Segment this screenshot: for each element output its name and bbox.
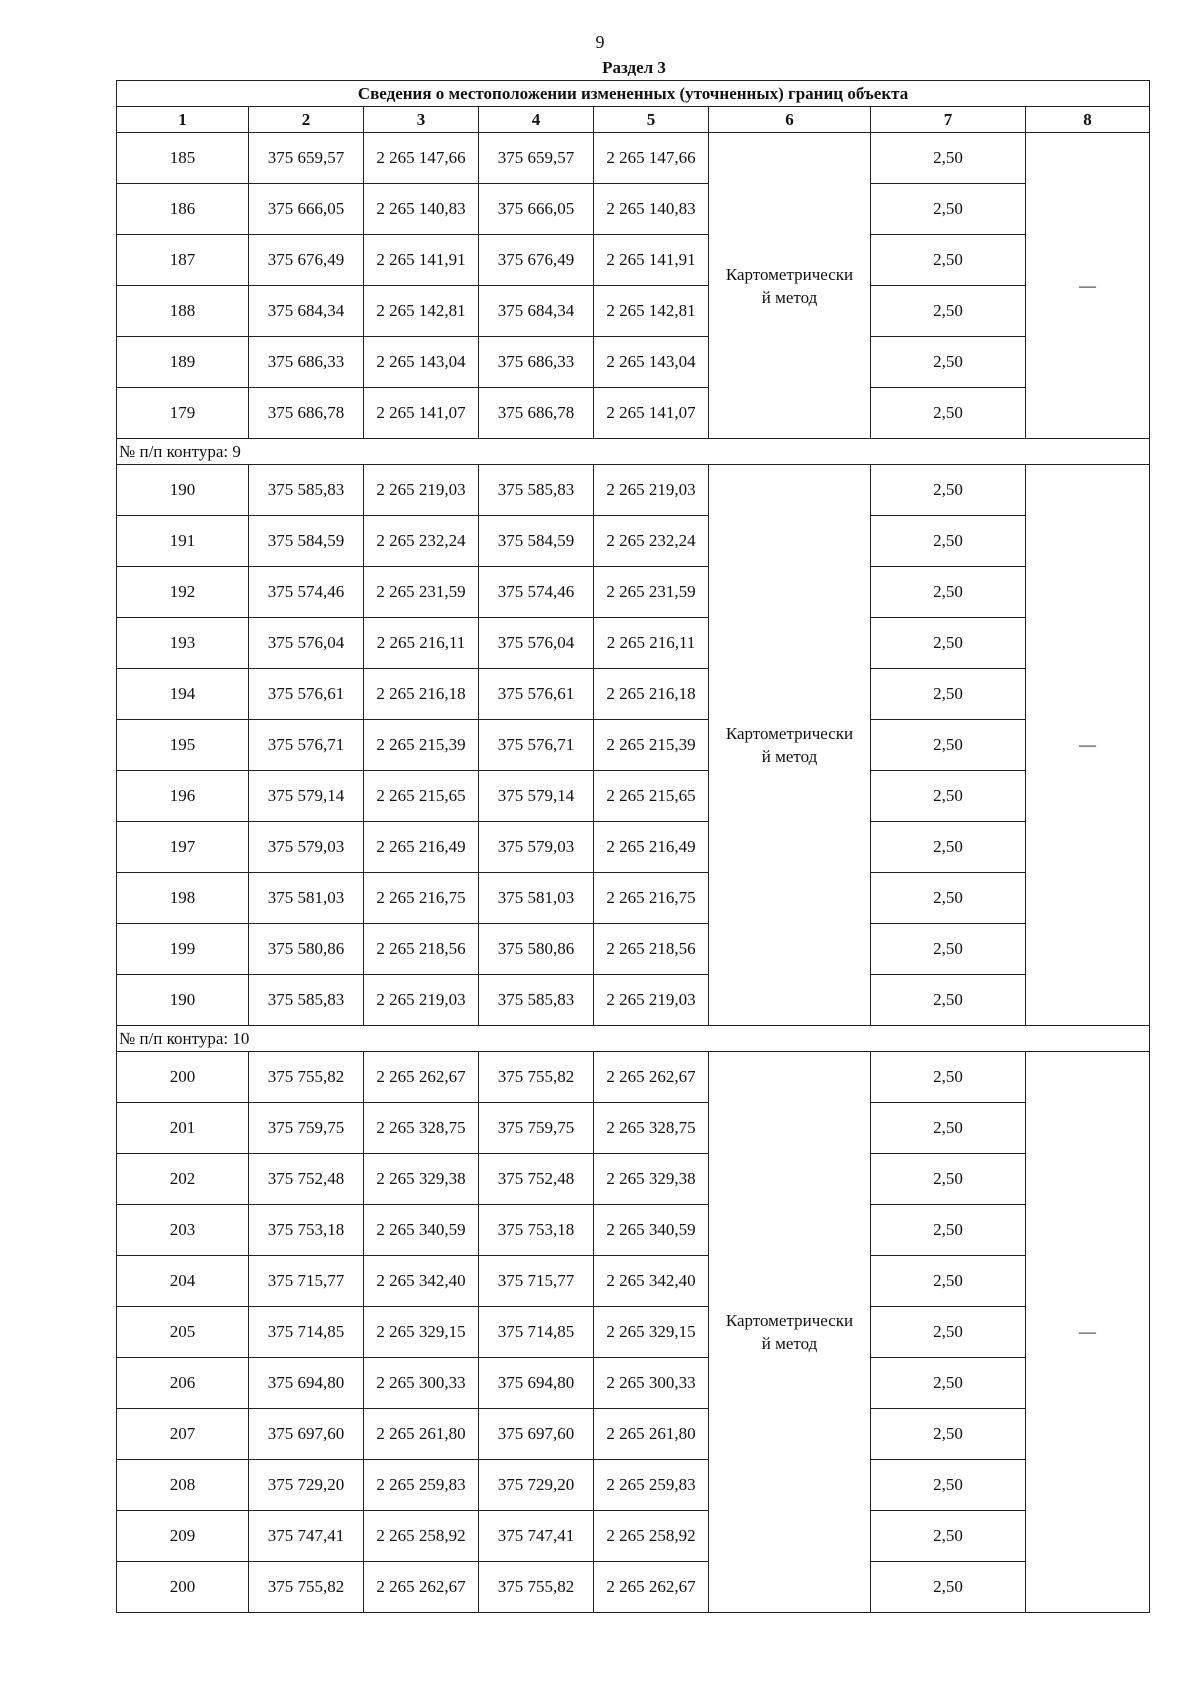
existing-x-cell: 375 755,82 <box>249 1562 364 1613</box>
existing-x-cell: 375 686,33 <box>249 337 364 388</box>
point-number-cell: 193 <box>117 618 249 669</box>
refined-x-cell: 375 715,77 <box>479 1256 594 1307</box>
refined-x-cell: 375 585,83 <box>479 465 594 516</box>
column-8-cell: — <box>1026 1052 1150 1613</box>
refined-x-cell: 375 747,41 <box>479 1511 594 1562</box>
accuracy-cell: 2,50 <box>871 720 1026 771</box>
existing-x-cell: 375 715,77 <box>249 1256 364 1307</box>
refined-x-cell: 375 759,75 <box>479 1103 594 1154</box>
refined-y-cell: 2 265 342,40 <box>594 1256 709 1307</box>
refined-x-cell: 375 714,85 <box>479 1307 594 1358</box>
refined-x-cell: 375 585,83 <box>479 975 594 1026</box>
table-row <box>117 465 1150 516</box>
existing-x-cell: 375 684,34 <box>249 286 364 337</box>
refined-y-cell: 2 265 232,24 <box>594 516 709 567</box>
existing-y-cell: 2 265 218,56 <box>364 924 479 975</box>
table-row <box>117 286 1150 337</box>
existing-x-cell: 375 676,49 <box>249 235 364 286</box>
refined-y-cell: 2 265 219,03 <box>594 975 709 1026</box>
contour-label-row <box>117 1026 1150 1052</box>
column-number: 2 <box>249 107 364 133</box>
column-number: 8 <box>1026 107 1150 133</box>
point-number-cell: 191 <box>117 516 249 567</box>
existing-x-cell: 375 579,03 <box>249 822 364 873</box>
refined-y-cell: 2 265 219,03 <box>594 465 709 516</box>
refined-x-cell: 375 584,59 <box>479 516 594 567</box>
table-row <box>117 1460 1150 1511</box>
refined-y-cell: 2 265 215,39 <box>594 720 709 771</box>
existing-y-cell: 2 265 216,75 <box>364 873 479 924</box>
method-text-line1: Картометрически <box>725 264 854 284</box>
method-text-line1: Картометрически <box>725 724 854 743</box>
existing-x-cell: 375 759,75 <box>249 1103 364 1154</box>
table-row <box>117 975 1150 1026</box>
existing-y-cell: 2 265 261,80 <box>364 1409 479 1460</box>
existing-y-cell: 2 265 140,83 <box>364 184 479 235</box>
column-8-cell: — <box>1026 465 1150 1026</box>
accuracy-cell: 2,50 <box>871 771 1026 822</box>
refined-x-cell: 375 753,18 <box>479 1205 594 1256</box>
section-title: Раздел 3 <box>602 58 666 77</box>
point-number-cell: 186 <box>117 184 249 235</box>
existing-x-cell: 375 697,60 <box>249 1409 364 1460</box>
table-title: Сведения о местоположении измененных (уточненных) границ объекта <box>117 81 1150 107</box>
table-row <box>117 1307 1150 1358</box>
table-title-row <box>117 81 1150 107</box>
refined-x-cell: 375 697,60 <box>479 1409 594 1460</box>
accuracy-cell: 2,50 <box>871 1154 1026 1205</box>
refined-y-cell: 2 265 216,11 <box>594 618 709 669</box>
column-number: 4 <box>479 107 594 133</box>
accuracy-cell: 2,50 <box>871 1562 1026 1613</box>
existing-x-cell: 375 753,18 <box>249 1205 364 1256</box>
refined-x-cell: 375 576,61 <box>479 669 594 720</box>
accuracy-cell: 2,50 <box>871 873 1026 924</box>
accuracy-cell: 2,50 <box>871 1205 1026 1256</box>
existing-y-cell: 2 265 216,18 <box>364 669 479 720</box>
existing-x-cell: 375 694,80 <box>249 1358 364 1409</box>
existing-x-cell: 375 579,14 <box>249 771 364 822</box>
page-number: 9 <box>595 32 605 52</box>
refined-y-cell: 2 265 262,67 <box>594 1562 709 1613</box>
table-row <box>117 924 1150 975</box>
existing-y-cell: 2 265 216,11 <box>364 618 479 669</box>
refined-y-cell: 2 265 262,67 <box>594 1052 709 1103</box>
refined-x-cell: 375 666,05 <box>479 184 594 235</box>
table-row <box>117 567 1150 618</box>
method-text-line2: й метод <box>761 747 818 766</box>
table-row <box>117 1562 1150 1613</box>
refined-x-cell: 375 579,14 <box>479 771 594 822</box>
accuracy-cell: 2,50 <box>871 184 1026 235</box>
table-row <box>117 1103 1150 1154</box>
existing-y-cell: 2 265 232,24 <box>364 516 479 567</box>
point-number-cell: 195 <box>117 720 249 771</box>
accuracy-cell: 2,50 <box>871 1052 1026 1103</box>
refined-x-cell: 375 694,80 <box>479 1358 594 1409</box>
column-number: 5 <box>594 107 709 133</box>
accuracy-cell: 2,50 <box>871 618 1026 669</box>
refined-y-cell: 2 265 329,38 <box>594 1154 709 1205</box>
refined-x-cell: 375 676,49 <box>479 235 594 286</box>
point-number-cell: 192 <box>117 567 249 618</box>
point-number-cell: 197 <box>117 822 249 873</box>
table-row <box>117 618 1150 669</box>
point-number-cell: 199 <box>117 924 249 975</box>
refined-x-cell: 375 580,86 <box>479 924 594 975</box>
accuracy-cell: 2,50 <box>871 235 1026 286</box>
existing-y-cell: 2 265 142,81 <box>364 286 479 337</box>
existing-x-cell: 375 666,05 <box>249 184 364 235</box>
point-number-cell: 187 <box>117 235 249 286</box>
point-number-cell: 200 <box>117 1562 249 1613</box>
table-row <box>117 1052 1150 1103</box>
refined-y-cell: 2 265 231,59 <box>594 567 709 618</box>
accuracy-cell: 2,50 <box>871 669 1026 720</box>
point-number-cell: 194 <box>117 669 249 720</box>
point-number-cell: 190 <box>117 465 249 516</box>
refined-y-cell: 2 265 259,83 <box>594 1460 709 1511</box>
existing-y-cell: 2 265 328,75 <box>364 1103 479 1154</box>
refined-x-cell: 375 755,82 <box>479 1562 594 1613</box>
table-row <box>117 1205 1150 1256</box>
existing-x-cell: 375 714,85 <box>249 1307 364 1358</box>
refined-y-cell: 2 265 261,80 <box>594 1409 709 1460</box>
existing-x-cell: 375 585,83 <box>249 465 364 516</box>
existing-x-cell: 375 576,71 <box>249 720 364 771</box>
accuracy-cell: 2,50 <box>871 516 1026 567</box>
refined-y-cell: 2 265 141,07 <box>594 388 709 439</box>
table-row <box>117 771 1150 822</box>
accuracy-cell: 2,50 <box>871 286 1026 337</box>
table-row <box>117 133 1150 184</box>
table-row <box>117 1358 1150 1409</box>
point-number-cell: 201 <box>117 1103 249 1154</box>
refined-y-cell: 2 265 147,66 <box>594 133 709 184</box>
existing-y-cell: 2 265 262,67 <box>364 1562 479 1613</box>
refined-y-cell: 2 265 216,75 <box>594 873 709 924</box>
refined-x-cell: 375 581,03 <box>479 873 594 924</box>
existing-x-cell: 375 752,48 <box>249 1154 364 1205</box>
existing-x-cell: 375 574,46 <box>249 567 364 618</box>
column-number: 7 <box>871 107 1026 133</box>
existing-y-cell: 2 265 329,38 <box>364 1154 479 1205</box>
column-8-cell: — <box>1026 133 1150 439</box>
refined-x-cell: 375 576,71 <box>479 720 594 771</box>
existing-y-cell: 2 265 141,07 <box>364 388 479 439</box>
table-row <box>117 720 1150 771</box>
point-number-cell: 209 <box>117 1511 249 1562</box>
refined-y-cell: 2 265 216,49 <box>594 822 709 873</box>
table-row <box>117 873 1150 924</box>
existing-y-cell: 2 265 258,92 <box>364 1511 479 1562</box>
table-row <box>117 1256 1150 1307</box>
table-row <box>117 1511 1150 1562</box>
point-number-cell: 188 <box>117 286 249 337</box>
contour-label: № п/п контура: 9 <box>117 439 1150 465</box>
existing-y-cell: 2 265 231,59 <box>364 567 479 618</box>
refined-y-cell: 2 265 328,75 <box>594 1103 709 1154</box>
refined-y-cell: 2 265 143,04 <box>594 337 709 388</box>
method-text-line1: Картометрически <box>725 1311 854 1330</box>
table-row <box>117 516 1150 567</box>
accuracy-cell: 2,50 <box>871 1256 1026 1307</box>
table-row <box>117 337 1150 388</box>
existing-y-cell: 2 265 219,03 <box>364 465 479 516</box>
method-cell <box>709 133 871 439</box>
accuracy-cell: 2,50 <box>871 1358 1026 1409</box>
table-row <box>117 822 1150 873</box>
contour-label: № п/п контура: 10 <box>117 1026 1150 1052</box>
accuracy-cell: 2,50 <box>871 1511 1026 1562</box>
refined-x-cell: 375 729,20 <box>479 1460 594 1511</box>
accuracy-cell: 2,50 <box>871 567 1026 618</box>
existing-y-cell: 2 265 215,39 <box>364 720 479 771</box>
refined-x-cell: 375 755,82 <box>479 1052 594 1103</box>
refined-x-cell: 375 574,46 <box>479 567 594 618</box>
accuracy-cell: 2,50 <box>871 975 1026 1026</box>
refined-x-cell: 375 686,78 <box>479 388 594 439</box>
existing-y-cell: 2 265 215,65 <box>364 771 479 822</box>
point-number-cell: 190 <box>117 975 249 1026</box>
refined-x-cell: 375 752,48 <box>479 1154 594 1205</box>
existing-x-cell: 375 576,61 <box>249 669 364 720</box>
existing-y-cell: 2 265 259,83 <box>364 1460 479 1511</box>
point-number-cell: 189 <box>117 337 249 388</box>
existing-y-cell: 2 265 262,67 <box>364 1052 479 1103</box>
point-number-cell: 196 <box>117 771 249 822</box>
existing-x-cell: 375 755,82 <box>249 1052 364 1103</box>
refined-x-cell: 375 659,57 <box>479 133 594 184</box>
table-row <box>117 235 1150 286</box>
refined-x-cell: 375 576,04 <box>479 618 594 669</box>
table-row <box>117 1409 1150 1460</box>
accuracy-cell: 2,50 <box>871 337 1026 388</box>
refined-y-cell: 2 265 140,83 <box>594 184 709 235</box>
refined-x-cell: 375 684,34 <box>479 286 594 337</box>
refined-y-cell: 2 265 141,91 <box>594 235 709 286</box>
table-row <box>117 184 1150 235</box>
table-row <box>117 1154 1150 1205</box>
table-row <box>117 669 1150 720</box>
existing-y-cell: 2 265 300,33 <box>364 1358 479 1409</box>
column-number: 6 <box>709 107 871 133</box>
existing-x-cell: 375 580,86 <box>249 924 364 975</box>
accuracy-cell: 2,50 <box>871 1307 1026 1358</box>
point-number-cell: 198 <box>117 873 249 924</box>
accuracy-cell: 2,50 <box>871 133 1026 184</box>
method-cell <box>709 465 871 1026</box>
refined-y-cell: 2 265 258,92 <box>594 1511 709 1562</box>
table-body <box>117 81 1150 1613</box>
accuracy-cell: 2,50 <box>871 1460 1026 1511</box>
method-cell <box>709 1052 871 1613</box>
column-number: 3 <box>364 107 479 133</box>
existing-y-cell: 2 265 342,40 <box>364 1256 479 1307</box>
refined-x-cell: 375 579,03 <box>479 822 594 873</box>
refined-x-cell: 375 686,33 <box>479 337 594 388</box>
refined-y-cell: 2 265 142,81 <box>594 286 709 337</box>
point-number-cell: 203 <box>117 1205 249 1256</box>
existing-y-cell: 2 265 340,59 <box>364 1205 479 1256</box>
existing-y-cell: 2 265 143,04 <box>364 337 479 388</box>
refined-y-cell: 2 265 216,18 <box>594 669 709 720</box>
existing-x-cell: 375 584,59 <box>249 516 364 567</box>
refined-y-cell: 2 265 340,59 <box>594 1205 709 1256</box>
point-number-cell: 200 <box>117 1052 249 1103</box>
accuracy-cell: 2,50 <box>871 465 1026 516</box>
method-text-line2: й метод <box>761 1334 818 1353</box>
point-number-cell: 202 <box>117 1154 249 1205</box>
table-row <box>117 388 1150 439</box>
existing-y-cell: 2 265 141,91 <box>364 235 479 286</box>
existing-x-cell: 375 576,04 <box>249 618 364 669</box>
accuracy-cell: 2,50 <box>871 388 1026 439</box>
existing-y-cell: 2 265 219,03 <box>364 975 479 1026</box>
existing-y-cell: 2 265 329,15 <box>364 1307 479 1358</box>
column-number-row <box>117 107 1150 133</box>
existing-x-cell: 375 729,20 <box>249 1460 364 1511</box>
refined-y-cell: 2 265 300,33 <box>594 1358 709 1409</box>
point-number-cell: 179 <box>117 388 249 439</box>
point-number-cell: 208 <box>117 1460 249 1511</box>
refined-y-cell: 2 265 218,56 <box>594 924 709 975</box>
accuracy-cell: 2,50 <box>871 1103 1026 1154</box>
method-text-line2: й метод <box>761 287 818 307</box>
point-number-cell: 204 <box>117 1256 249 1307</box>
point-number-cell: 207 <box>117 1409 249 1460</box>
existing-y-cell: 2 265 216,49 <box>364 822 479 873</box>
contour-label-row <box>117 439 1150 465</box>
accuracy-cell: 2,50 <box>871 924 1026 975</box>
existing-x-cell: 375 686,78 <box>249 388 364 439</box>
accuracy-cell: 2,50 <box>871 822 1026 873</box>
refined-y-cell: 2 265 329,15 <box>594 1307 709 1358</box>
existing-x-cell: 375 747,41 <box>249 1511 364 1562</box>
point-number-cell: 205 <box>117 1307 249 1358</box>
existing-x-cell: 375 585,83 <box>249 975 364 1026</box>
point-number-cell: 185 <box>117 133 249 184</box>
boundary-table <box>116 80 1150 1613</box>
point-number-cell: 206 <box>117 1358 249 1409</box>
refined-y-cell: 2 265 215,65 <box>594 771 709 822</box>
existing-y-cell: 2 265 147,66 <box>364 133 479 184</box>
existing-x-cell: 375 659,57 <box>249 133 364 184</box>
accuracy-cell: 2,50 <box>871 1409 1026 1460</box>
existing-x-cell: 375 581,03 <box>249 873 364 924</box>
column-number: 1 <box>117 107 249 133</box>
